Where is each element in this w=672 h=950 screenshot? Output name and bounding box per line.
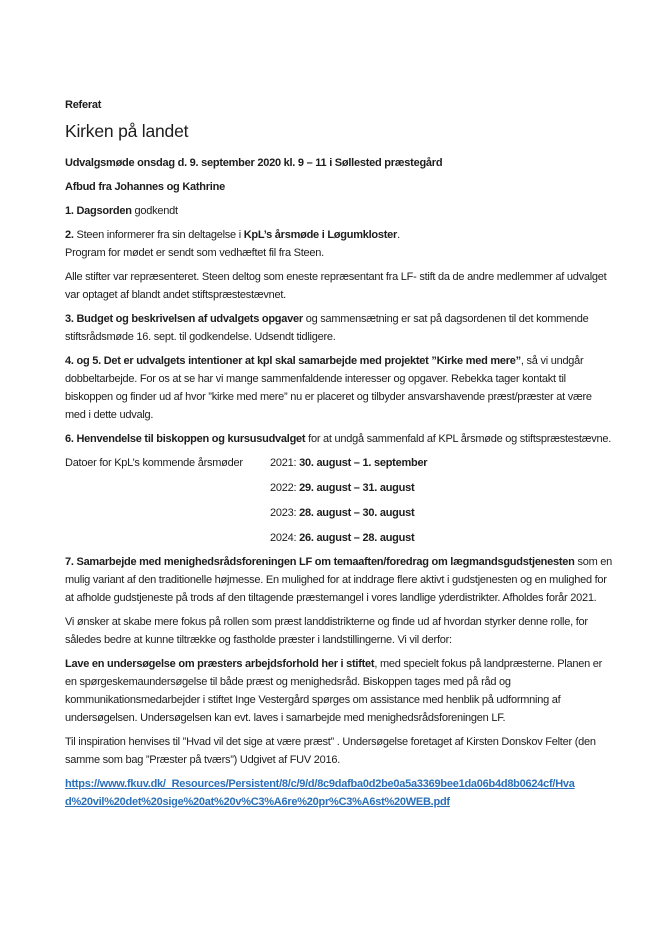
text-line — [65, 553, 613, 607]
text-run: . — [397, 229, 400, 241]
agenda-item-4-5 — [65, 352, 613, 424]
text-line — [65, 655, 613, 727]
date-year: 2024: — [270, 532, 297, 544]
text-line — [65, 733, 613, 769]
text-line — [65, 178, 613, 196]
text-run: som en mulig variant af den traditionelle højmesse. En mulighed for at inddrage flere aktivt i gudstjenesten og en mulighed for at afholde gudstjeneste på trods af den tiltagende præstemangel i vores landlige yderdistrikter. Afholdes forår 2021. — [65, 556, 613, 604]
text-run: Referat — [65, 99, 102, 111]
agenda-item-2 — [65, 226, 613, 262]
text-line — [65, 352, 613, 424]
text-run: 7. Samarbejde med menighedsrådsforeningen LF om temaaften/foredrag om lægmandsgudstjenesten — [65, 556, 575, 568]
document-body — [65, 96, 613, 817]
reference-link — [65, 775, 613, 811]
text-run: for at undgå sammenfald af KPL årsmøde og stiftspræstestævne. — [305, 433, 612, 445]
text-line — [65, 775, 613, 793]
document-hyperlink[interactable]: https://www.fkuv.dk/_Resources/Persistent/8/c/9/d/8c9dafba0d2be0a5a3369bee1da06b4d8b0624cf/Hva — [65, 778, 575, 790]
date-year: 2022: — [270, 482, 297, 494]
text-line — [65, 226, 613, 244]
date-range: 28. august – 30. august — [299, 507, 415, 519]
text-run: Vi ønsker at skabe mere fokus på rollen som præst landdistrikterne og finde ud af hvordan styrker denne rolle, for således bedre at kunne tiltrække og fastholde præster i landstillingerne. Vi vil derfor: — [65, 616, 588, 646]
text-line — [65, 613, 613, 649]
agenda-item-3 — [65, 310, 613, 346]
text-run: , med specielt fokus på landpræsterne. Planen er en spørgeskemaundersøgelse til både præst og menighedsråd. Biskoppen tages med på råd og kommunikationsmedarbejder i stiftet Inge Vestergård spørges om assistance med henblik på udformning af undersøgelsen. Undersøgelsen kan evt. laves i samarbejde med menighedsrådsforeningen LF. — [65, 658, 603, 724]
text-run: 2. — [65, 229, 74, 241]
annual-meeting-date — [270, 504, 613, 522]
text-line — [65, 202, 613, 220]
annual-meeting-date — [270, 479, 613, 497]
agenda-item-2-details — [65, 268, 613, 304]
agenda-item-7 — [65, 553, 613, 607]
text-line — [65, 268, 613, 304]
text-line — [65, 310, 613, 346]
text-line — [65, 793, 613, 811]
annual-meeting-dates — [65, 454, 613, 547]
text-run: Udvalgsmøde onsdag d. 9. september 2020 kl. 9 – 11 i Søllested præstegård — [65, 157, 443, 169]
agenda-item-1 — [65, 202, 613, 220]
annual-meeting-date — [270, 454, 613, 472]
text-run: Alle stifter var repræsenteret. Steen deltog som eneste repræsentant fra LF- stift da de andre medlemmer af udvalget var optaget af blandt andet stiftspræstestævnet. — [65, 271, 607, 301]
annual-meeting-date — [270, 529, 613, 547]
text-run: 4. og 5. Det er udvalgets intentioner at kpl skal samarbejde med projektet ”Kirke med mere” — [65, 355, 521, 367]
page-title: Kirken på landet — [65, 121, 189, 141]
text-run: 3. Budget og beskrivelsen af udvalgets opgaver — [65, 313, 303, 325]
dates-label: Datoer for KpL’s kommende årsmøder — [65, 457, 243, 469]
absent-note — [65, 178, 613, 196]
text-run: og sammensætning er sat på dagsordenen til det kommende stiftsrådsmøde 16. sept. til godkendelse. Udsendt tidligere. — [65, 313, 589, 343]
text-run: Steen informerer fra sin deltagelse i — [73, 229, 244, 241]
inspiration-paragraph — [65, 733, 613, 769]
document-hyperlink[interactable]: d%20vil%20det%20sige%20at%20v%C3%A6re%20pr%C3%A6st%20WEB.pdf — [65, 796, 450, 808]
text-run: KpL’s årsmøde i Løgumkloster — [243, 229, 398, 241]
text-run: Afbud fra Johannes og Kathrine — [65, 181, 225, 193]
text-run: , så vi undgår dobbeltarbejde. For os at se har vi mange sammenfaldende interesser og opgaver. Rebekka tager kontakt til biskoppen og finder ud af hvor ”kirke med mere” nu er placeret og tilbyder ansvarshavende præst/præster at være med i dette udvalg. — [65, 355, 592, 421]
text-run: Program for mødet er sendt som vedhæftet fil fra Steen. — [65, 247, 324, 259]
text-line — [65, 96, 613, 114]
doc-type-label — [65, 96, 613, 114]
text-line — [65, 430, 613, 448]
text-run: godkendt — [131, 205, 178, 217]
date-range: 26. august – 28. august — [299, 532, 415, 544]
date-year: 2023: — [270, 507, 297, 519]
text-line — [65, 154, 613, 172]
meeting-info-line — [65, 154, 613, 172]
focus-paragraph — [65, 613, 613, 649]
text-run: 1. Dagsorden — [65, 205, 132, 217]
survey-paragraph — [65, 655, 613, 727]
text-line — [65, 244, 613, 262]
text-run: Til inspiration henvises til ”Hvad vil det sige at være præst” . Undersøgelse foretaget af Kirsten Donskov Felter (den samme som bag ”Præster på tværs”) Udgivet af FUV 2016. — [65, 736, 596, 766]
text-run: 6. Henvendelse til biskoppen og kursusudvalget — [65, 433, 306, 445]
agenda-item-6 — [65, 430, 613, 448]
date-range: 29. august – 31. august — [299, 482, 415, 494]
date-range: 30. august – 1. september — [299, 457, 428, 469]
text-run: Lave en undersøgelse om præsters arbejdsforhold her i stiftet — [65, 658, 375, 670]
date-year: 2021: — [270, 457, 297, 469]
